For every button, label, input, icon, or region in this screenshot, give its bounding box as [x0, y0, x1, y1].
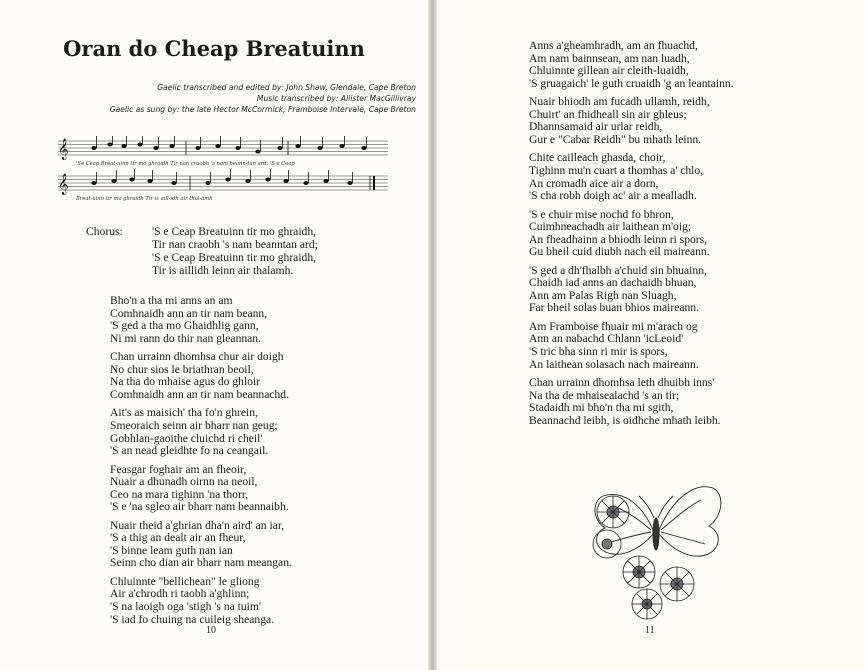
- book-gutter: [428, 0, 437, 670]
- verse-line: Far bheil solas buan bhios maireann.: [529, 301, 700, 315]
- verse-line: Am nam bainnsean, am nan luadh,: [529, 51, 690, 65]
- svg-text:𝄞: 𝄞: [58, 139, 69, 160]
- verse-line: 'S e 'na sgleo air bharr nam beannaibh.: [110, 500, 289, 514]
- verse-line: 'S cha robh doigh ac' air a mealladh.: [529, 189, 697, 203]
- verse-line: Comhnaidh ann an tir nam beann,: [110, 306, 268, 320]
- verse-line: An fheadhainn a bhiodh leinn ri spors,: [529, 232, 708, 246]
- verse-line: Cuimhneachadh air laithean m'oig;: [529, 220, 692, 234]
- verse-line: 'S ged a dh'fhalbh a'chuid sin bhuainn,: [529, 263, 707, 277]
- verse-line: Chluinnte "bellichean" le gliong: [110, 574, 260, 588]
- verse-line: No chur sios le briathran beoil,: [110, 362, 254, 376]
- stanza: [529, 265, 734, 315]
- verse-line: Air a'chrodh ri taobh a'ghlinn;: [110, 587, 250, 601]
- music-lyrics-line-2: Breat-uinn tir mo ghraidh Tir is aill-idh air thal-amh: [76, 196, 213, 202]
- verse-line: Chluinnte gillean air cleith-luaidh,: [529, 64, 689, 78]
- stanza: [529, 377, 734, 427]
- chorus-line: Tir is aillidh leinn air thalamh.: [152, 264, 294, 277]
- verse-line: Am Framboise fhuair mi m'arach og: [529, 319, 698, 333]
- verse-line: Na tha do mhaise agus do ghloir: [110, 375, 261, 389]
- verse-line: Gu bheil cuid diubh nach eil maireann.: [529, 245, 710, 259]
- chorus-line: 'S e Ceap Breatuinn tir mo ghraidh,: [152, 225, 317, 238]
- verse-line: Ni mi rann do thir nan gleannan.: [110, 331, 262, 345]
- stanza: [110, 576, 292, 626]
- verse-line: An cromadh aice air a dorn,: [529, 176, 659, 190]
- stanza: [110, 295, 292, 345]
- verse-line: 'S ged a tha mo Ghaidhlig gann,: [110, 319, 259, 333]
- right-page: [437, 0, 865, 670]
- music-lyrics-line-1: 'Se Ceap Breat-uinn tir mo ghraidh Tir nan craobh 's nam beann-tan ard; 'S e Ceap: [76, 161, 295, 167]
- verse-line: An laithean solasach nach maireann.: [529, 357, 699, 371]
- verse-line: Chaidh iad anns an dachaidh bhuan,: [529, 276, 697, 290]
- verse-line: Chan urrainn dhomhsa leth dhuibh inns': [529, 376, 715, 390]
- verse-line: Nuair bhiodh am fucadh ullamh, reidh,: [529, 95, 710, 109]
- verse-line: Na tha de mhaisealachd 's an tir;: [529, 388, 680, 402]
- butterfly-and-flowers-illustration: [581, 472, 731, 627]
- verse-line: Ann am Palas Righ nan Sluagh,: [529, 288, 677, 302]
- stanza: [529, 96, 734, 146]
- page-number-left: 10: [206, 625, 216, 636]
- verse-line: Chuirt' an fhidheall sin air ghleus;: [529, 107, 687, 121]
- left-page: [0, 0, 428, 670]
- verse-line: Beannachd leibh, is oidhche mhath leibh.: [529, 413, 721, 427]
- verse-line: 'S na laoigh oga 'stigh 's na tuim': [110, 600, 262, 614]
- stanza: [529, 321, 734, 371]
- stanza: [529, 152, 734, 202]
- page-number-right: 11: [645, 625, 655, 636]
- credit-gaelic-transcription: Gaelic transcribed and edited by: John Shaw, Glendale, Cape Breton: [157, 83, 416, 92]
- verse-line: Comhnaidh ann an tir nam beannachd.: [110, 387, 290, 401]
- music-notation: [58, 136, 388, 210]
- verse-line: Ann an nabachd Chlann 'icLeoid': [529, 332, 684, 346]
- verse-line: Chan urrainn dhomhsa chur air doigh: [110, 350, 284, 364]
- stanza: [529, 209, 734, 259]
- verse-line: 'S gruagaich' le guth cruaidh 'g an leantainn.: [529, 76, 734, 90]
- stanza: [110, 351, 292, 401]
- verse-line: Stadaidh mi bho'n tha mi sgith,: [529, 401, 674, 415]
- stanza: [110, 464, 292, 514]
- verse-line: 'S a thig an dealt air an fheur,: [110, 531, 246, 545]
- stanza: [110, 520, 292, 570]
- chorus: [152, 225, 318, 277]
- verse-line: Feasgar foghair am an fheoir,: [110, 462, 247, 476]
- verse-line: 'S binne leam guth nan ian: [110, 543, 233, 557]
- right-stanzas: [529, 40, 734, 433]
- verse-line: Ceo na mara tighinn 'na thorr,: [110, 487, 249, 501]
- verse-line: Chite cailleach ghasda, choir,: [529, 151, 666, 165]
- credit-singer: Gaelic as sung by: the late Hector McCormick, Framboise Intervale, Cape Breton: [109, 105, 416, 114]
- verse-line: Ait's as maisich' tha fo'n ghrein,: [110, 406, 258, 420]
- left-stanzas: [110, 295, 292, 632]
- verse-line: Dhannsamaid air urlar reidh,: [529, 120, 663, 134]
- chorus-line: Tir nan craobh 's nam beanntan ard;: [152, 238, 318, 251]
- chorus-line: 'S e Ceap Breatuinn tir mo ghraidh,: [152, 251, 317, 264]
- svg-text:𝄞: 𝄞: [58, 174, 69, 195]
- song-title: Oran do Cheap Breatuinn: [63, 36, 365, 61]
- verse-line: Smeoraich seinn air bharr nan geug;: [110, 418, 278, 432]
- verse-line: Bho'n a tha mi anns an am: [110, 294, 233, 307]
- butterfly-icon: [595, 487, 721, 556]
- stanza: [110, 407, 292, 457]
- verse-line: Seinn cho dian air bharr nam meangan.: [110, 556, 292, 570]
- verse-line: 'S tric bha sinn ri mir is spors,: [529, 345, 668, 359]
- verse-line: Tighinn mu'n cuart a thomhas a' chlo,: [529, 163, 704, 177]
- verse-line: 'S e chuir mise nochd fo bhron,: [529, 207, 674, 221]
- flower-icons: [593, 496, 694, 619]
- credit-music-transcription: Music transcribed by: Allister MacGillivray: [256, 94, 416, 103]
- verse-line: Gur e "Cabar Reidh" bu mhath leinn.: [529, 132, 702, 146]
- verse-line: Nuair a dhunadh oirnn na neoil,: [110, 475, 258, 489]
- verse-line: Nuair theid a'ghrian dha'n aird' an iar,: [110, 518, 285, 532]
- stanza: [529, 40, 734, 90]
- verse-line: 'S an nead gleidhte fo na ceangail.: [110, 444, 269, 458]
- verse-line: Gobhlan-gaoithe cluichd ri cheil': [110, 431, 263, 445]
- verse-line: 'S iad fo chuing na cuileig sheanga.: [110, 612, 275, 626]
- verse-line: Anns a'gheamhradh, am an fhuachd,: [529, 39, 698, 52]
- chorus-label: Chorus:: [86, 225, 123, 238]
